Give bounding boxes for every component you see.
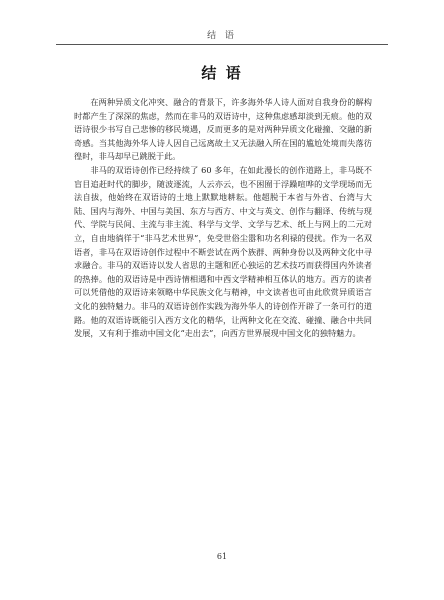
running-header: 结 语 [207, 31, 237, 41]
paragraph: 在两种异质文化冲突、融合的背景下，许多海外华人诗人面对自我身份的解构时都产生了深深的焦虑，然而在非马的双语诗中，这种焦虑感却淡到无痕。他的双语诗很少书写自己悲惨的移民境遇，反而更多的是对两种异质文化碰撞、交融的新奇感。当其他海外华人诗人因自己远离故土又无法融入所在国的尴尬处境而失落彷徨时，非马却早已跳脱于此。 [74, 97, 372, 162]
paragraph: 非马的双语诗创作已经持续了 60 多年，在如此漫长的创作道路上，非马既不盲目追赶时代的脚步，随波逐流，人云亦云，也不困囿于浮躁喧哗的文学现场而无法自拔，他始终在双语诗的土地上默默地耕耘。他超脱于本省与外省、台湾与大陆、国内与海外、中国与美国、东方与西方、中文与英文、创作与翻译、传统与现代、学院与民间、主流与非主流、科学与文学、文学与艺术、纸上与网上的二元对立，自由地徜徉于“非马艺术世界”，免受世俗尘嚣和功名利禄的侵扰。作为一名双语者，非马在双语诗创作过程中不断尝试在两个族群、两种身份以及两种文化中寻求融合。非马的双语诗以发人省思的主题和匠心独运的艺术技巧而获得国内外读者的热捧。他的双语诗是中西诗情相遇和中西文学精神相互体认的地方。西方的读者可以凭借他的双语诗来领略中华民族文化与精神，中文读者也可由此欣赏异质语言文化的独特魅力。非马的双语诗创作实践为海外华人的诗创作开辟了一条可行的道路。他的双语诗既能引入西方文化的精华，让两种文化在交流、碰撞、融合中共同发展，又有利于推动中国文化“走出去”，向西方世界展现中国文化的独特魅力。 [74, 164, 372, 339]
body-text [74, 96, 372, 341]
header-divider [56, 44, 388, 45]
page-number: 61 [216, 552, 228, 561]
chapter-title: 结 语 [201, 64, 243, 82]
